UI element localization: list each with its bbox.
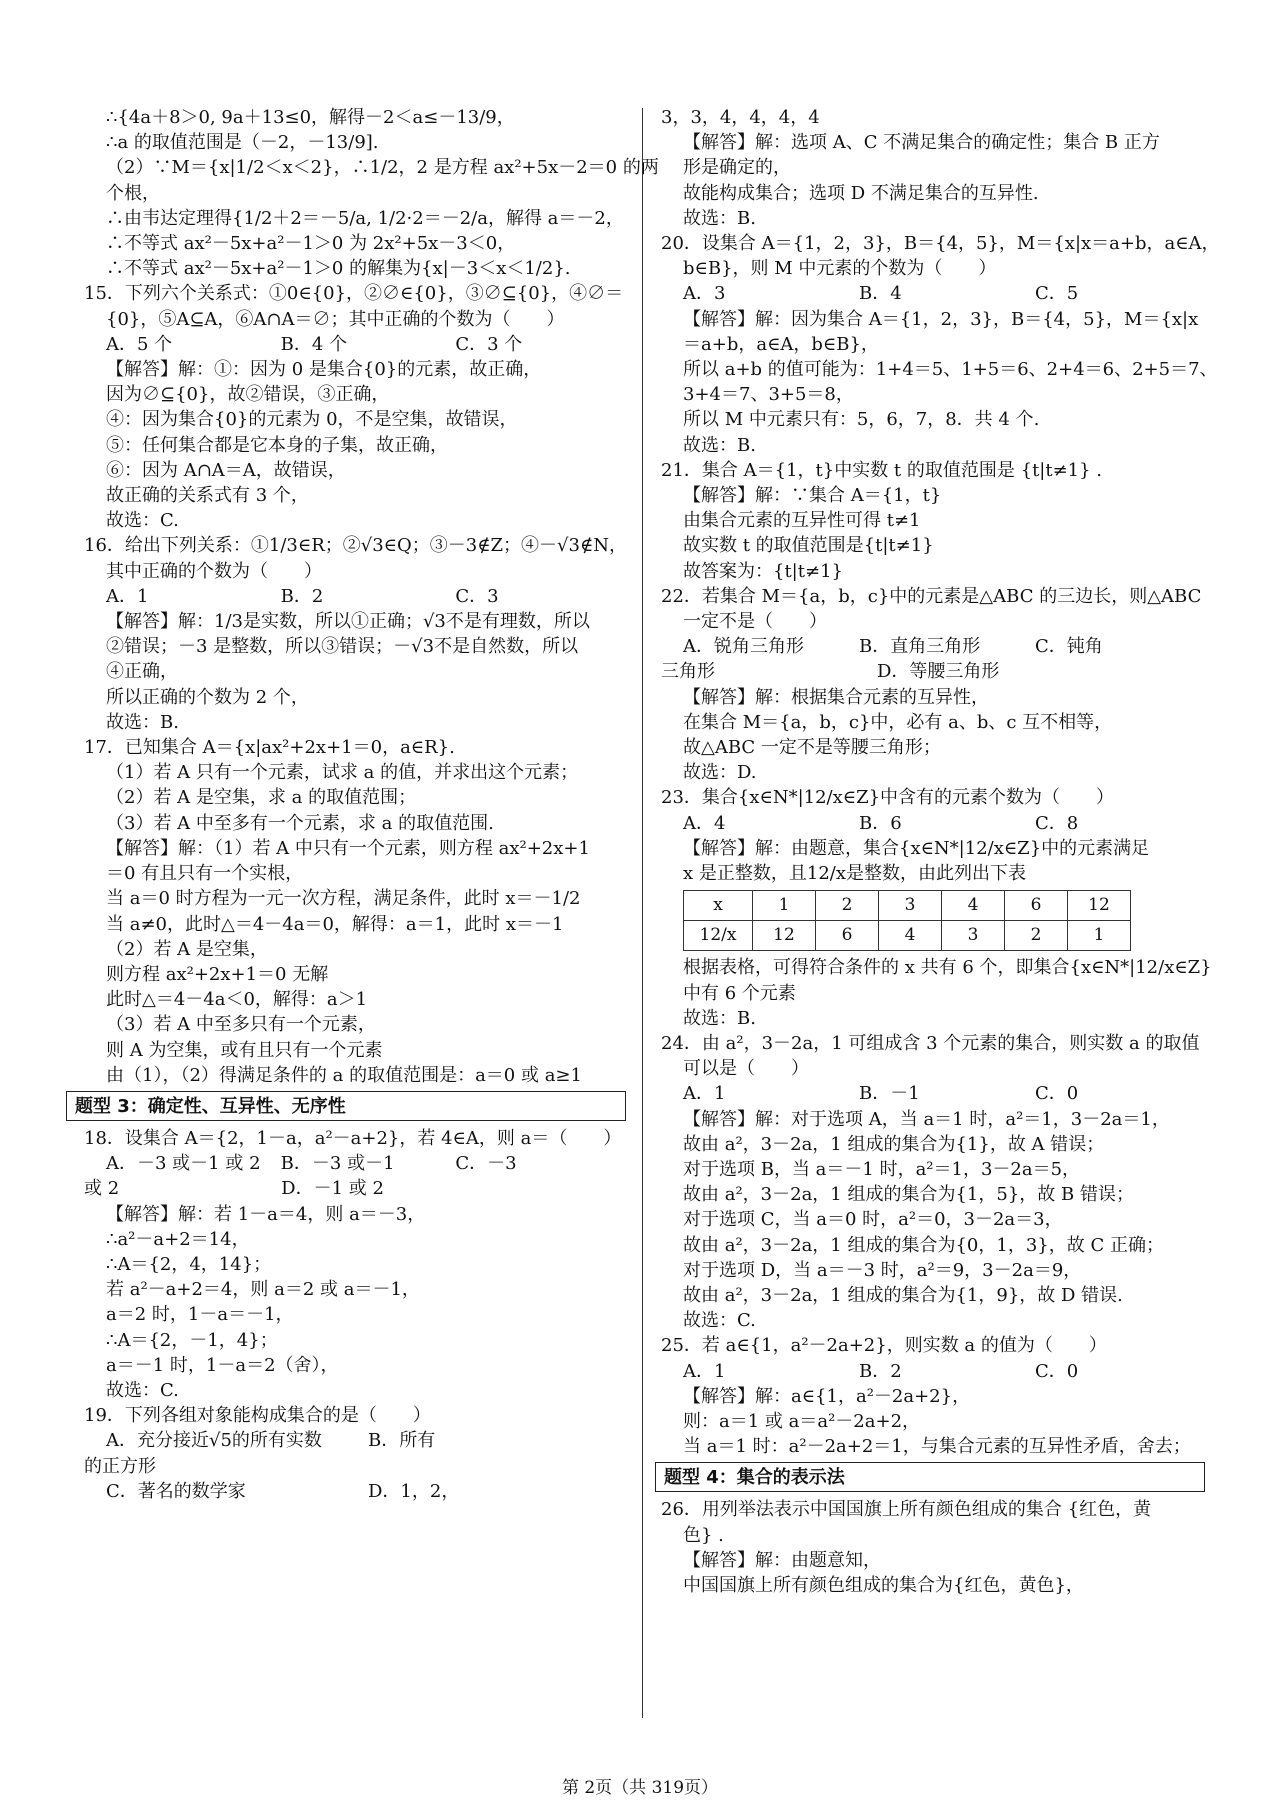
answer-options [661,811,1211,836]
text-line: 故能构成集合；选项 D 不满足集合的互异性. [683,182,1039,204]
answer-options [661,1081,1211,1106]
text-line: 或 2 D．－1 或 2 [84,1178,384,1200]
table-cell: 4 [942,891,1005,921]
text-line: 22．若集合 M＝{a，b，c}中的元素是△ABC 的三边长，则△ABC [661,585,1202,607]
answer-option: A．锐角三角形 [683,636,804,658]
text-line: ∴不等式 ax²－5x+a²－1＞0 为 2x²+5x－3＜0， [106,233,516,255]
text-line: 【解答】解：∵集合 A＝{1，t} [683,485,942,507]
text-line: 21．集合 A＝{1，t}中实数 t 的取值范围是 {t|t≠1} . [661,459,1103,481]
answer-option: B．－3 或－1 [280,1153,395,1175]
answer-option: A．3 [683,283,726,305]
text-line: 则：a＝1 或 a＝a²－2a+2， [683,1410,921,1432]
answer-option: C．0 [1035,1360,1079,1382]
text-line: 故选：C. [683,1310,756,1332]
text-line: （3）若 A 中至多只有一个元素， [106,1014,376,1036]
text-line: ②错误；－3 是整数，所以③错误；－√3不是自然数，所以 [106,636,579,658]
text-line: 故选：C. [106,510,179,532]
text-line: 所以 a+b 的值可能为：1+4＝5、1+5＝6、2+4＝6、2+5＝7、 [683,359,1218,381]
text-line: 【解答】解：1/3是实数，所以①正确；√3不是有理数，所以 [106,611,590,633]
answer-option: A．5 个 [106,333,173,355]
text-line: 25．若 a∈{1，a²－2a+2}，则实数 a 的值为（ ） [661,1335,1107,1357]
text-line: 中国国旗上所有颜色组成的集合为{红色，黄色}， [683,1574,1084,1596]
answer-option: C．3 [455,585,499,607]
text-line: ④：因为集合{0}的元素为 0，不是空集，故错误， [106,409,518,431]
table-cell: x [684,891,753,921]
table-row [684,921,1131,951]
answer-option: B．6 [859,812,902,834]
text-line: 根据表格，可得符合条件的 x 共有 6 个，即集合{x∈N*|12/x∈Z} [683,957,1212,979]
text-line: 故选：C. [106,1379,179,1401]
text-line: （2）∵M＝{x|1/2＜x＜2}，∴1/2，2 是方程 ax²+5x－2＝0 的两 [106,157,659,179]
text-line: 故由 a²，3－2a，1 组成的集合为{1，9}，故 D 错误. [683,1284,1123,1306]
table-cell: 12 [1068,891,1131,921]
text-line: 【解答】解：选项 A、C 不满足集合的确定性；集合 B 正方 [683,132,1160,154]
text-line: 故选：B. [683,207,756,229]
text-line: ＝0 有且只有一个实根， [106,863,304,885]
text-line: （1）若 A 只有一个元素，试求 a 的值，并求出这个元素； [106,762,579,784]
text-line: 【解答】解：由题意知， [683,1549,881,1571]
text-line: 其中正确的个数为（ ） [106,560,322,582]
answer-options [84,1479,630,1504]
text-line: 个根， [106,182,160,204]
table-cell: 4 [879,921,942,951]
text-line: ⑥：因为 A∩A＝A，故错误， [106,459,346,481]
text-line: {0}，⑤A⊆A，⑥A∩A＝∅；其中正确的个数为（ ） [106,308,565,330]
answer-option: B．4 [859,283,902,305]
table-cell: 12/x [684,921,753,951]
text-line: 对于选项 C，当 a＝0 时，a²＝0，3－2a＝3， [683,1209,1063,1231]
text-line: b∈B}，则 M 中元素的个数为（ ） [683,258,997,280]
answer-options [661,1359,1211,1384]
text-line: ⑤：任何集合都是它本身的子集，故正确， [106,434,448,456]
text-line: ∴a²－a+2＝14， [106,1228,250,1250]
text-line: ∴不等式 ax²－5x+a²－1＞0 的解集为{x|－3＜x＜1/2}. [106,258,571,280]
table-cell: 6 [1005,891,1068,921]
right-column [661,105,1220,1598]
text-line: 可以是（ ） [683,1058,809,1080]
answer-option: A．4 [683,812,726,834]
text-line: 色} . [683,1524,724,1546]
text-line: 故选：B. [683,434,756,456]
text-line: 【解答】解：因为集合 A＝{1，2，3}，B＝{4，5}，M＝{x|x [683,308,1199,330]
answer-options [661,281,1211,306]
answer-option: A．1 [106,585,149,607]
text-line: 当 a＝0 时方程为一元一次方程，满足条件，此时 x＝－1/2 [106,888,581,910]
text-line: （2）若 A 是空集，求 a 的取值范围； [106,787,417,809]
text-line: 故正确的关系式有 3 个， [106,485,309,507]
answer-option: B．2 [280,585,324,607]
table-cell: 3 [879,891,942,921]
text-line: （2）若 A 是空集， [106,938,268,960]
text-line: 3+4＝7、3+5＝8， [683,384,854,406]
text-line: 所以 M 中元素只有：5，6，7，8．共 4 个. [683,409,1040,431]
text-line: 故由 a²，3－2a，1 组成的集合为{1，5}，故 B 错误； [683,1184,1134,1206]
text-line: 23．集合{x∈N*|12/x∈Z}中含有的元素个数为（ ） [661,787,1115,809]
answer-option: B．所有 [368,1430,436,1452]
table-cell: 3 [942,921,1005,951]
table-cell: 6 [816,921,879,951]
text-line: 【解答】解：若 1－a＝4，则 a＝－3， [106,1203,426,1225]
text-line: 则方程 ax²+2x+1＝0 无解 [106,963,329,985]
text-line: 若 a²－a+2＝4，则 a＝2 或 a＝－1， [106,1279,420,1301]
text-line: 故由 a²，3－2a，1 组成的集合为{1}，故 A 错误； [683,1133,1105,1155]
answer-option: C．著名的数学家 [106,1480,246,1502]
text-line: ∴由韦达定理得{1/2＋2＝－5/a, 1/2·2＝－2/a，解得 a＝－2， [106,207,624,229]
table-cell: 2 [1005,921,1068,951]
text-line: 【解答】解：①：因为 0 是集合{0}的元素，故正确， [106,359,542,381]
answer-options [84,1428,630,1453]
text-line: a＝2 时，1－a＝－1， [106,1304,294,1326]
text-line: 【解答】解：a∈{1，a²－2a+2}， [683,1385,971,1407]
left-column [75,105,659,1504]
table-cell: 1 [753,891,816,921]
text-line: 【解答】解：由题意，集合{x∈N*|12/x∈Z}中的元素满足 [683,837,1150,859]
answer-option: A．1 [683,1360,726,1382]
text-line: ④正确， [106,661,178,683]
answer-options [84,584,630,609]
answer-option: B．直角三角形 [859,636,981,658]
table-cell: 2 [816,891,879,921]
answer-option: A．充分接近√5的所有实数 [106,1430,322,1452]
text-line: a＝－1 时，1－a＝2（舍）， [106,1354,339,1376]
text-line: 26．用列举法表示中国国旗上所有颜色组成的集合 {红色，黄 [661,1499,1152,1521]
section-heading: 题型 3：确定性、互异性、无序性 [66,1091,626,1121]
text-line: 此时△＝4－4a＜0，解得：a＞1 [106,989,368,1011]
text-line: （3）若 A 中至多有一个元素，求 a 的取值范围. [106,812,494,834]
answer-option: C．8 [1035,812,1079,834]
table-cell: 12 [753,921,816,951]
answer-option: C．5 [1035,283,1079,305]
text-line: 当 a＝1 时：a²－2a+2＝1，与集合元素的互异性矛盾，舍去； [683,1436,1191,1458]
text-line: 16．给出下列关系：①1/3∈R；②√3∈Q；③－3∉Z；④－√3∉N， [84,535,628,557]
text-line: 中有 6 个元素 [683,982,796,1004]
text-line: 20．设集合 A＝{1，2，3}，B＝{4，5}，M＝{x|x＝a+b，a∈A， [661,233,1220,255]
text-line: 因为∅⊆{0}，故②错误，③正确， [106,384,390,406]
answer-option: B．－1 [859,1083,920,1105]
text-line: x 是正整数，且12/x是整数，由此列出下表 [683,863,1026,885]
answer-option: C．钝角 [1035,636,1103,658]
text-line: 18．设集合 A＝{2，1－a，a²－a+2}，若 4∈A，则 a＝（ ） [84,1127,622,1149]
text-line: 15．下列六个关系式：①0∈{0}，②∅∈{0}，③∅⊆{0}，④∅＝ [84,283,624,305]
table-cell: 1 [1068,921,1131,951]
section-heading: 题型 4：集合的表示法 [655,1462,1205,1492]
answer-option: B．4 个 [280,333,348,355]
answer-option: B．2 [859,1360,902,1382]
text-line: 【解答】解：对于选项 A，当 a＝1 时，a²＝1，3－2a＝1， [683,1108,1170,1130]
divisor-table [683,890,1131,951]
text-line: 三角形 D．等腰三角形 [661,661,1000,683]
answer-options [84,1151,630,1176]
text-line: 故选：D. [683,762,757,784]
text-line: ∴A＝{2，4，14}； [106,1253,272,1275]
text-line: 故实数 t 的取值范围是{t|t≠1} [683,535,934,557]
text-line: 【解答】解：（1）若 A 中只有一个元素，则方程 ax²+2x+1 [106,837,590,859]
text-line: 的正方形 [84,1455,156,1477]
text-line: 故由 a²，3－2a，1 组成的集合为{0，1，3}，故 C 正确； [683,1234,1164,1256]
text-line: 【解答】解：根据集合元素的互异性， [683,686,989,708]
text-line: ∴A＝{2，－1，4}； [106,1329,278,1351]
text-line: 故选：B. [683,1007,756,1029]
answer-options [84,332,630,357]
answer-options [661,634,1211,659]
column-divider [642,108,643,1718]
text-line: 3，3，4，4，4，4 [661,107,820,128]
text-line: ∴{4a＋8＞0, 9a＋13≤0，解得－2＜a≤－13/9， [106,107,515,128]
text-line: 24．由 a²，3－2a，1 可组成含 3 个元素的集合，则实数 a 的取值 [661,1032,1200,1054]
page-footer: 第 2页（共 319页） [561,1778,719,1798]
text-line: 17．已知集合 A＝{x|ax²+2x+1＝0，a∈R}. [84,737,455,759]
answer-option: C．0 [1035,1083,1079,1105]
table-row [684,891,1131,921]
answer-option: C．－3 [455,1153,517,1175]
text-line: 当 a≠0，此时△＝4－4a＝0，解得：a＝1，此时 x＝－1 [106,913,564,935]
text-line: 一定不是（ ） [683,611,827,633]
text-line: 故选：B. [106,711,179,733]
text-line: 所以正确的个数为 2 个， [106,686,309,708]
text-line: 对于选项 D，当 a＝－3 时，a²＝9，3－2a＝9， [683,1259,1082,1281]
answer-option: C．3 个 [455,333,523,355]
text-line: 在集合 M＝{a，b，c}中，必有 a、b、c 互不相等， [683,711,1113,733]
answer-option: A．1 [683,1083,726,1105]
text-line: 故△ABC 一定不是等腰三角形； [683,737,941,759]
text-line: 由（1），（2）得满足条件的 a 的取值范围是：a＝0 或 a≥1 [106,1064,582,1086]
text-line: ∴a 的取值范围是（－2，－13/9]. [106,132,379,154]
text-line: 则 A 为空集，或有且只有一个元素 [106,1039,383,1061]
text-line: 形是确定的， [683,157,791,179]
answer-option: A．－3 或－1 或 2 [106,1153,261,1175]
text-line: 19．下列各组对象能构成集合的是（ ） [84,1405,431,1427]
text-line: 故答案为：{t|t≠1} [683,560,843,582]
text-line: ＝a+b，a∈A，b∈B}， [683,333,879,355]
text-line: 对于选项 B，当 a＝－1 时，a²＝1，3－2a＝5， [683,1158,1081,1180]
answer-option: D．1，2， [368,1480,460,1502]
text-line: 由集合元素的互异性可得 t≠1 [683,510,921,532]
